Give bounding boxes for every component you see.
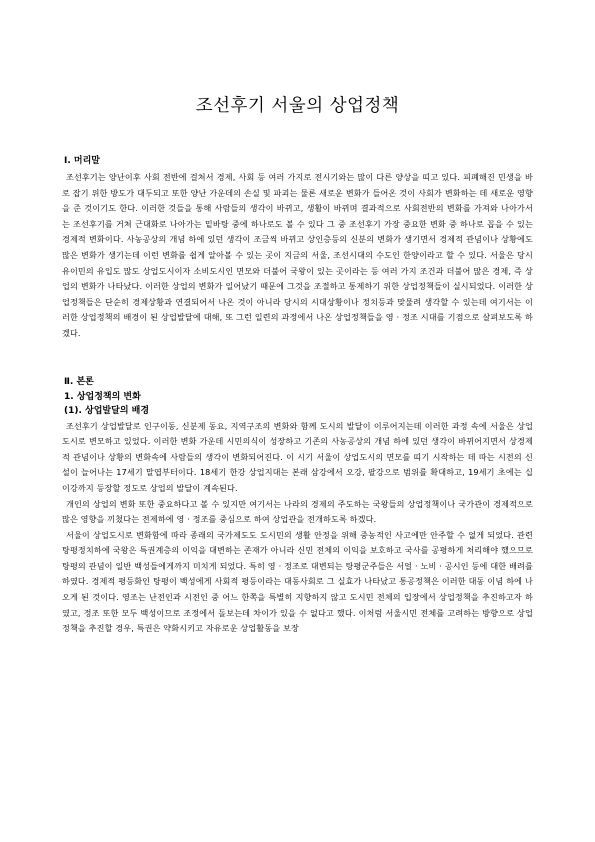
document-title: 조선후기 서울의 상업정책 [195, 96, 400, 116]
subheading-commerce-background: (1). 상업발달의 배경 [64, 405, 150, 416]
body-paragraph: 조선후기 상업발달로 인구이동, 신분제 동요, 지역구조의 변화와 함께 도시의 발달이 이루어지는데 이러한 과정 속에 서울은 상업도시로 변모하고 있었다. 이러한 변화 가운데 시민의식이 성장하고 기존의 사농공상의 개념 하에 있던 생각이 바뀌어지면서 상경제적 관념이나 상황의 변화속에 사람들의 생각이 변화되어진다. 이 시기 서울이 상업도시의 면모를 띠기 시작하는 데 따는 시전의 신설이 늘어나는 17세기 말엽부터이다. 18세기 한강 상업지대는 본래 삼강에서 오강, 팔강으로 범위를 확대하고, 19세기 초에는 십이강까지 등장할 정도로 상업의 발달이 계속된다. [62, 420, 533, 493]
intro-paragraph: 조선후기는 양난이후 사회 전반에 걸쳐서 경제, 사회 등 여러 가지로 전시기와는 많이 다른 양상을 띠고 있다. 피폐해진 민생을 바로 잡기 위한 방도가 대두되고 또한 양난 가운데의 손실 및 파괴는 물론 새로운 변화가 들어온 것이 사회가 변화하는 데 새로운 영향을 준 것이기도 한다. 이러한 것들을 통해 사람들의 생각이 바뀌고, 생활이 바뀌며 결과적으로 사회전반의 변화를 가져와 나아가서는 조선후기를 거쳐 근대화로 나아가는 밑바탕 중에 하나로도 볼 수 있다 그 중 조선후기 가장 중요한 변화 중 하나로 꼽을 수 있는 경제적 변화이다. 사농공상의 개념 하에 있던 생각이 조금씩 바뀌고 상인층등의 신분의 변화가 생기면서 경제적 관념이나 상황에도 많은 변화가 생기는데 이런 변화를 쉽게 알아볼 수 있는 곳이 지금의 서울, 조선시대의 수도인 한양이라고 할 수 있다. 서울은 당시 유이민의 유입도 많도 상업도시이자 소비도시인 면모와 더불어 국왕이 있는 곳이라는 등 여러 가지 조건과 더불어 많은 경제, 즉 상업의 변화가 나타났다. 이러한 상업의 변화가 일어났기 때문에 그것을 조절하고 통제하기 위한 상업정책들이 실시되었다. 이러한 상업정책들은 단순히 경제상황과 연결되어서 나온 것이 아니라 당시의 시대상황이나 정치등과 맞물려 생각할 수 있는데 여기서는 이러한 상업정책의 배경이 된 상업발달에 대해, 또 그런 일련의 과정에서 나온 상업정책들을 영 · 정조 시대를 기점으로 살펴보도록 하겠다. [62, 172, 533, 338]
body-paragraph: 서울이 상업도시로 변화함에 따라 종래의 국가제도도 도시민의 생활 안정을 위해 중농적인 사고에만 안주할 수 없게 되었다. 관련 탕평정치하에 국왕은 특권계층의 이익을 대변하는 존재가 아니라 신민 전체의 이익을 보호하고 국사를 공평하게 처리해야 했으므로 탕평의 관념이 일반 백성들에게까지 미치게 되었다. 특히 영 · 정조로 대변되는 탕평군주들은 서얼 · 노비 · 공시인 등에 대한 배려를 하였다. 경제적 평등화인 탕평이 백성에게 사회적 평등이라는 대동사회로 그 실효가 나타났고 통공정책은 이러한 대동 이념 하에 나오게 된 것이다. 영조는 난전인과 시전인 중 어느 한쪽을 특별히 지향하지 않고 도시민 전체의 입장에서 상업정책을 추진하고자 하였고, 정조 또한 모두 백성이므로 조정에서 돌보는데 차이가 있을 수 없다고 했다. 이처럼 서울시민 전체를 고려하는 방향으로 상업정책을 추진할 경우, 특권은 약화시키고 자유로운 상업활동을 보장 [62, 529, 533, 634]
subheading-policy-change: 1. 상업정책의 변화 [64, 391, 141, 402]
section-spacer [62, 342, 533, 376]
section-heading-body: Ⅱ. 본론 [64, 376, 94, 387]
body-paragraph: 개인의 상업의 변화 또한 중요하다고 볼 수 있지만 여기서는 나라의 경제의 주도하는 국왕들의 상업정책이나 국가관이 경제적으로 많은 영향을 끼쳤다는 전제하에 영 · 정조를 중심으로 하여 상업관을 전개하도록 하겠다. [62, 498, 533, 525]
section-heading-intro: Ⅰ. 머리말 [64, 156, 100, 166]
